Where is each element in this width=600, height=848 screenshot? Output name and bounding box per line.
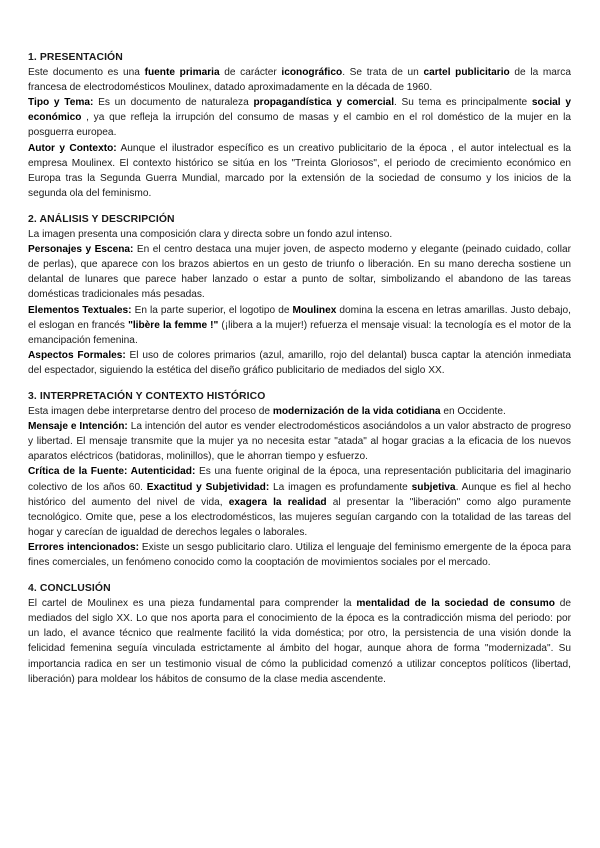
- bold-text: Moulinex: [292, 304, 337, 316]
- paragraph-modernizacion: [28, 404, 571, 419]
- text: . Aunque es fiel al hecho histórico del aumento del nivel de vida,: [28, 481, 571, 508]
- paragraph-intro: [28, 65, 571, 95]
- paragraph-personajes: [28, 242, 571, 302]
- section-conclusion: [28, 581, 571, 687]
- bold-label: Autor y Contexto:: [28, 142, 117, 154]
- bold-text: iconográfico: [281, 67, 343, 79]
- paragraph-tipo-tema: [28, 95, 571, 140]
- section-heading: 1. PRESENTACIÓN: [28, 52, 123, 63]
- bold-text: mentalidad de la sociedad de consumo: [356, 598, 555, 610]
- bold-label: Errores intencionados:: [28, 541, 139, 553]
- text: La imagen es profundamente: [269, 481, 412, 493]
- text: domina la escena en letras amarillas. Justo debajo, el eslogan en francés: [28, 304, 571, 331]
- paragraph-conclusion: [28, 596, 571, 687]
- text: de mediados del siglo XX. Lo que nos aporta para el conocimiento de la época es la contradicción misma del periodo: por un lado, el avance técnico que realmente facilitó la vida doméstica; por otro, la persistencia de una visión donde la felicidad femenina seguía vinculada estrictamente al ámbito del hogar, aunque ahora de forma "modernizada". Su importancia radica en ser un testimonio visual de cómo la publicidad comenzó a utilizar conceptos políticos (libertad, liberación) para moldear los hábitos de consumo de la clase media ascendente.: [28, 598, 571, 685]
- bold-label: Tipo y Tema:: [28, 97, 94, 109]
- paragraph-mensaje: [28, 419, 571, 464]
- text: En el centro destaca una mujer joven, de aspecto moderno y elegante (peinado cuidado, collar de perlas), que aparece con los brazos abiertos en un gesto de triunfo o liberación. En su mano derecha sostiene un delantal de lunares que parece haber lanzado o estar a punto de soltar, simbolizando el abandono de las tareas domésticas tradicionales más pesadas.: [28, 244, 571, 301]
- text: Esta imagen debe interpretarse dentro del proceso de: [28, 406, 273, 418]
- bold-text: propagandística y comercial: [253, 97, 395, 109]
- text: En la parte superior, el logotipo de: [131, 304, 293, 316]
- text: (¡libera a la mujer!) refuerza el mensaje visual: la tecnología es el motor de la emancipación femenina.: [28, 319, 571, 346]
- bold-text: modernización de la vida cotidiana: [272, 406, 441, 418]
- bold-text: "libère la femme !": [128, 319, 219, 331]
- paragraph-errores: [28, 540, 571, 570]
- bold-text: social y económico: [28, 97, 571, 124]
- document-page: [28, 50, 571, 687]
- section-interpretacion: [28, 389, 571, 570]
- bold-label: Mensaje e Intención:: [28, 421, 128, 433]
- paragraph-composicion: [28, 227, 571, 242]
- paragraph-elementos-textuales: [28, 303, 571, 348]
- paragraph-autor-contexto: [28, 141, 571, 201]
- text: , ya que refleja la irrupción del consumo de masas y el cambio en el rol doméstico de la mujer en la posguerra europea.: [28, 112, 571, 139]
- text: La imagen presenta una composición clara y directa sobre un fondo azul intenso.: [28, 229, 393, 241]
- paragraph-aspectos-formales: [28, 348, 571, 378]
- text: Es una fuente original de la época, una representación publicitaria del imaginario colectivo de los años 60.: [28, 466, 571, 493]
- text: . Su tema es principalmente: [394, 97, 532, 109]
- text: al presentar la "liberación" como algo puramente tecnológico. Omite que, pese a los electrodomésticos, las mujeres seguían cargando con la totalidad de las tareas del hogar y carecían de igualdad de derechos legales o laborales.: [28, 496, 572, 538]
- bold-text: fuente primaria: [144, 67, 220, 79]
- text: El uso de colores primarios (azul, amarillo, rojo del delantal) busca captar la atención inmediata del espectador, siguiendo la estética del diseño gráfico publicitario de mediados del siglo XX.: [28, 349, 572, 376]
- section-heading: 2. ANÁLISIS Y DESCRIPCIÓN: [28, 213, 175, 225]
- section-heading: 3. INTERPRETACIÓN Y CONTEXTO HISTÓRICO: [28, 390, 266, 402]
- section-presentacion: [28, 50, 571, 201]
- bold-text: exagera la realidad: [228, 496, 327, 508]
- text: Es un documento de naturaleza: [93, 97, 254, 109]
- bold-text: Exactitud y Subjetividad:: [146, 481, 270, 493]
- bold-label: Elementos Textuales:: [28, 304, 132, 316]
- text: La intención del autor es vender electrodomésticos asociándolos a un valor abstracto de progreso y libertad. El mensaje transmite que la mujer ya no necesita estar "atada" al hogar gracias a la eficacia de los nuevos aparatos eléctricos (batidoras, molinillos), que le ahorran tiempo y esfuerzo.: [28, 421, 571, 463]
- text: en Occidente.: [440, 406, 506, 418]
- text: Existe un sesgo publicitario claro. Utiliza el lenguaje del feminismo emergente de la época para fines comerciales, un fenómeno conocido como la cooptación de movimientos sociales por el mercado.: [28, 541, 571, 568]
- text: de carácter: [219, 67, 282, 79]
- text: Este documento es una: [28, 67, 145, 79]
- bold-label: Aspectos Formales:: [28, 349, 126, 361]
- text: Aunque el ilustrador específico es un creativo publicitario de la época , el autor intelectual es la empresa Moulinex. El contexto histórico se sitúa en los "Treinta Gloriosos", el periodo de crecimiento económico en Europa tras la Segunda Guerra Mundial, marcado por la extensión de la sociedad de consumo y los inicios de la segunda ola del feminismo.: [28, 142, 571, 199]
- bold-text: cartel publicitario: [423, 67, 510, 79]
- bold-label: Crítica de la Fuente: Autenticidad:: [28, 466, 196, 478]
- section-heading: 4. CONCLUSIÓN: [28, 583, 111, 595]
- text: . Se trata de un: [342, 67, 424, 79]
- bold-text: subjetiva: [411, 481, 456, 493]
- section-analisis: [28, 212, 571, 378]
- text: El cartel de Moulinex es una pieza fundamental para comprender la: [28, 598, 357, 610]
- text: de la marca francesa de electrodomésticos Moulinex, datado aproximadamente en la década de 1960.: [28, 67, 571, 94]
- paragraph-critica: [28, 464, 571, 539]
- bold-label: Personajes y Escena:: [28, 244, 134, 256]
